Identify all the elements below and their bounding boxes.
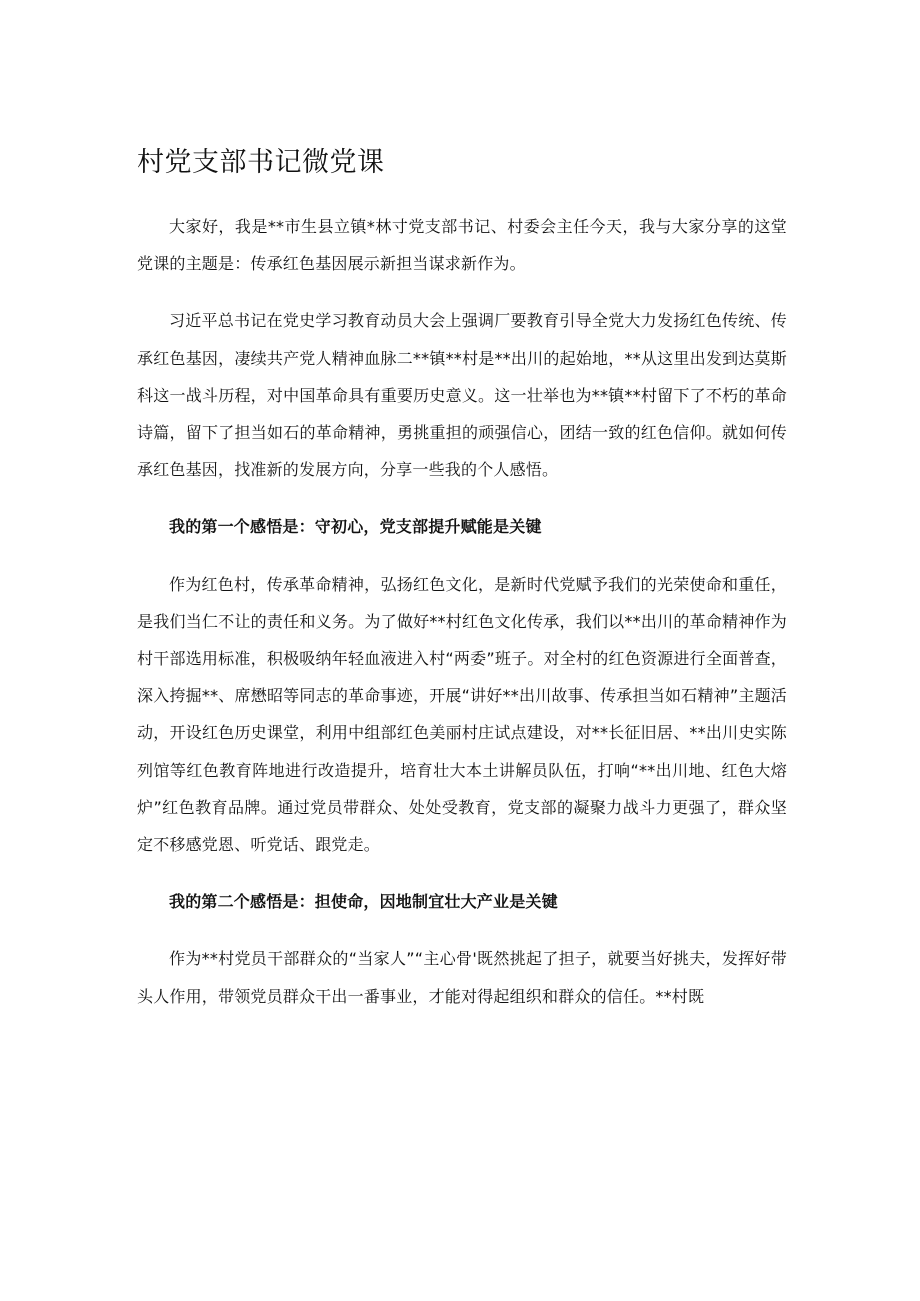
section-1-paragraph: 作为红色村，传承革命精神，弘扬红色文化，是新时代党赋予我们的光荣使命和重任，是我们当仁不让的责任和义务。为了做好**村红色文化传承，我们以**出川的革命精神作为村干部选用标准，积极吸纳年轻血液进入村“两委”班子。对全村的红色资源进行全面普查，深入挎掘**、席懋昭等同志的革命事迹，开展“讲好**出川故事、传承担当如石精神”主题活动，开设红色历史课堂，利用中组部红色美丽村庄试点建设，对**长征旧居、**出川史实陈列馆等红色教育阵地进行改造提升，培育壮大本土讲解员队伍，打响“**出川地、红色大熔炉”红色教育品牌。通过党员带群众、处处受教育，党支部的凝聚力战斗力更强了，群众坚定不移感党恩、听党话、跟党走。 [137,574,787,855]
document-page [137,140,787,1035]
section-2-paragraph: 作为**村党员干部群众的“当家人”“主心骨'既然挑起了担子，就要当好挑夫，发挥好带头人作用，带领党员群众干出一番事业，才能对得起组织和群众的信任。**村既 [137,949,787,1006]
section-heading-2: 我的第二个感悟是：担使命，因地制宜壮大产业是关键 [169,892,558,912]
background-paragraph: 习近平总书记在党史学习教育动员大会上强调厂要教育引导全党大力发扬红色传统、传承红色基因，凄续共产党人精神血脉二**镇**村是**出川的起始地，**从这里出发到达莫斯科这一战斗历程，对中国革命具有重要历史意义。这一壮举也为**镇**村留下了不朽的革命诗篇，留下了担当如石的革命精神，勇挑重担的顽强信心，团结一致的红色信仰。就如何传承红色基因，找准新的发展方向，分享一些我的个人感悟。 [137,311,787,480]
intro-paragraph: 大家好，我是**市生县立镇*林寸党支部书记、村委会主任今天，我与大家分享的这堂党课的主题是：传承红色基因展示新担当谋求新作为。 [137,217,787,274]
section-heading-1: 我的第一个感悟是：守初心，党支部提升赋能是关键 [169,517,542,537]
document-title: 村党支部书记微党课 [137,147,385,178]
